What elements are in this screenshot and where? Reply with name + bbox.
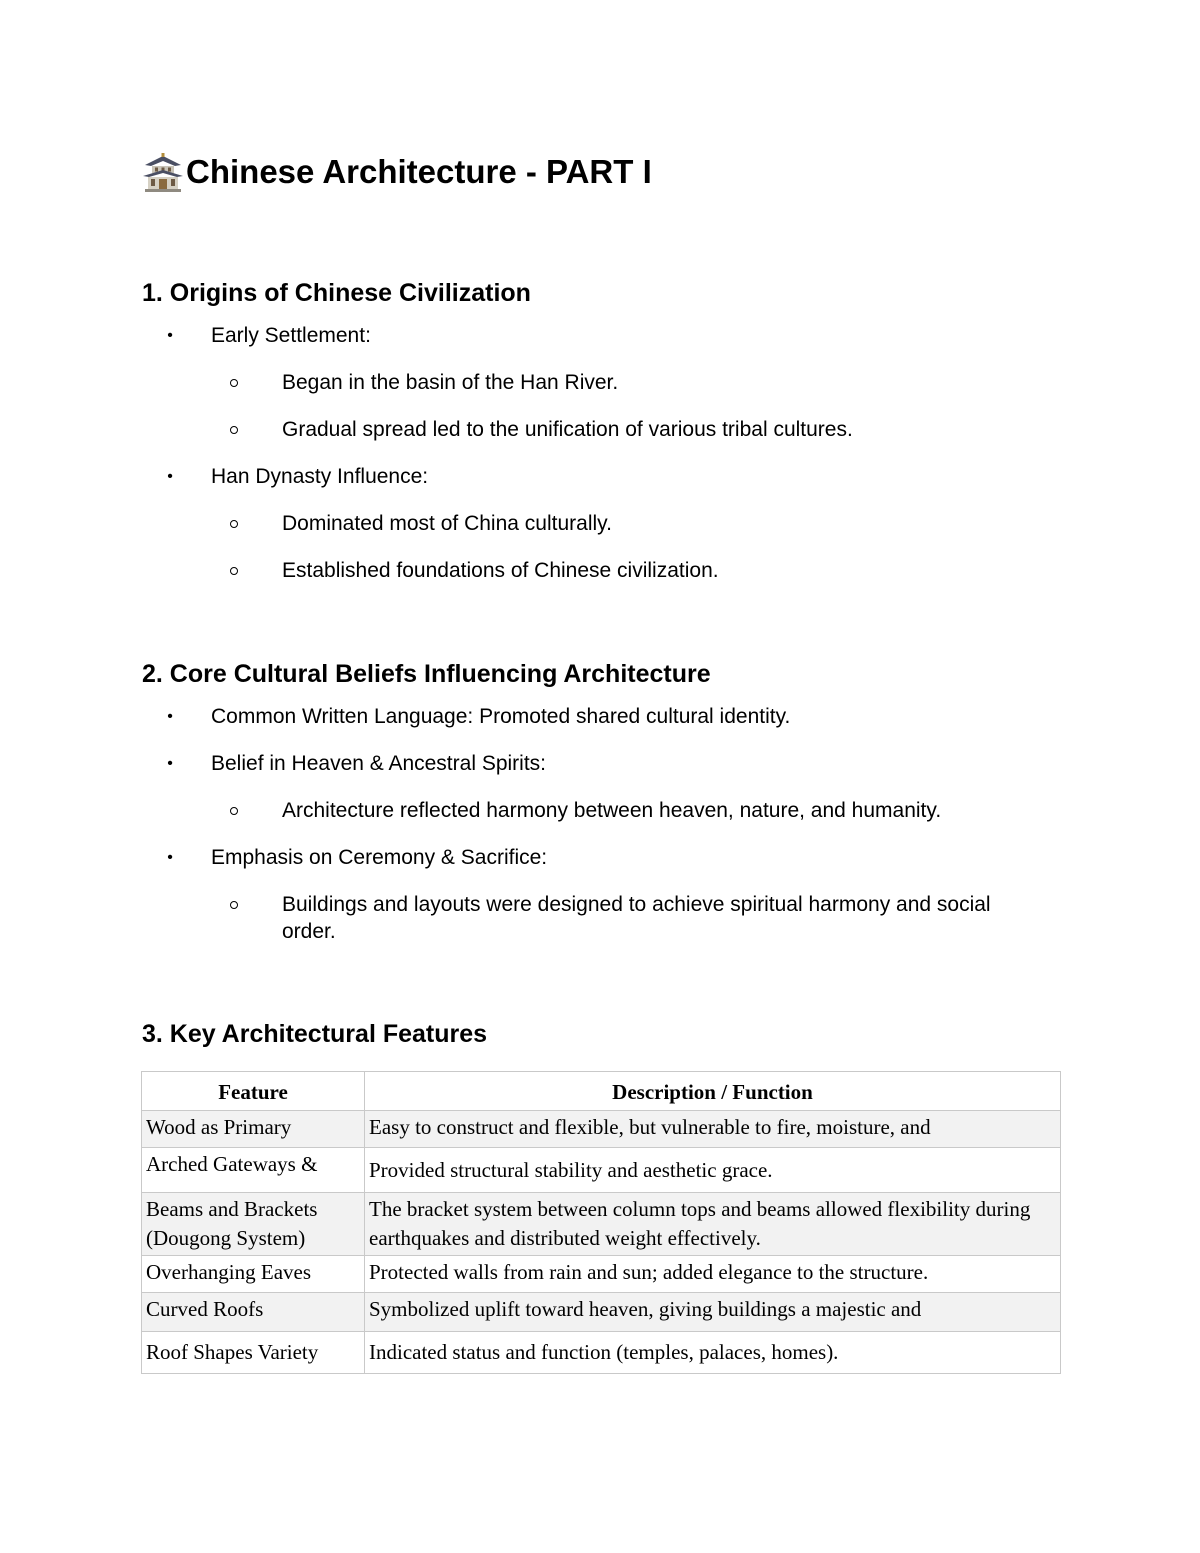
circle-bullet-icon: [230, 901, 238, 909]
sub-list-item: Established foundations of Chinese civilization.: [282, 557, 1062, 584]
column-header-description: Description / Function: [365, 1072, 1061, 1111]
list-item-label: Early Settlement:: [211, 324, 371, 347]
sub-list-item: Buildings and layouts were designed to achieve spiritual harmony and social order.: [282, 891, 1022, 945]
pagoda-icon: [142, 151, 184, 193]
section-heading: 2. Core Cultural Beliefs Influencing Architecture: [142, 660, 711, 688]
description-cell: Protected walls from rain and sun; added elegance to the structure.: [365, 1256, 1061, 1293]
description-cell: Easy to construct and flexible, but vulnerable to fire, moisture, and: [365, 1111, 1061, 1148]
bullet-list: [142, 322, 1062, 584]
circle-bullet-icon: [230, 426, 238, 434]
sub-list-item: Architecture reflected harmony between heaven, nature, and humanity.: [282, 797, 1062, 824]
feature-cell: Roof Shapes Variety: [142, 1332, 365, 1374]
description-cell: Symbolized uplift toward heaven, giving buildings a majestic and: [365, 1293, 1061, 1332]
section-heading: 3. Key Architectural Features: [142, 1020, 488, 1048]
table-row: [142, 1332, 1061, 1374]
circle-bullet-icon: [230, 520, 238, 528]
section-heading: 1. Origins of Chinese Civilization: [142, 279, 531, 307]
list-item-label: Emphasis on Ceremony & Sacrifice:: [211, 846, 548, 869]
table-row: [142, 1193, 1061, 1256]
table-row: [142, 1111, 1061, 1148]
list-item-label: Common Written Language: Promoted shared cultural identity.: [211, 705, 791, 728]
list-item: [142, 463, 1062, 584]
table-row: [142, 1256, 1061, 1293]
bullet-list: [142, 703, 1062, 945]
page-title: [142, 148, 652, 196]
table-header-row: [142, 1072, 1061, 1111]
feature-cell: Beams and Brackets (Dougong System): [142, 1193, 365, 1256]
section-key-features: [142, 1018, 1062, 1050]
bullet-icon: •: [167, 327, 173, 344]
circle-bullet-icon: [230, 379, 238, 387]
features-table: [141, 1071, 1061, 1374]
list-item-label: Belief in Heaven & Ancestral Spirits:: [211, 752, 546, 775]
description-cell: Provided structural stability and aesthetic grace.: [365, 1148, 1061, 1193]
bullet-icon: •: [167, 849, 173, 866]
section-core-beliefs: [142, 658, 1062, 945]
features-table-wrapper: [141, 1071, 1060, 1374]
list-item: [142, 322, 1062, 443]
sub-list: [211, 891, 1062, 945]
sub-list-item: Gradual spread led to the unification of various tribal cultures.: [282, 416, 1062, 443]
description-cell: The bracket system between column tops and beams allowed flexibility during earthquakes and distributed weight effectively.: [365, 1193, 1061, 1256]
list-item: [142, 750, 1062, 824]
list-item: [142, 703, 1062, 730]
feature-cell: Wood as Primary: [142, 1111, 365, 1148]
description-cell: Indicated status and function (temples, palaces, homes).: [365, 1332, 1061, 1374]
sub-list-item: Dominated most of China culturally.: [282, 510, 1062, 537]
sub-list-item: Began in the basin of the Han River.: [282, 369, 1062, 396]
circle-bullet-icon: [230, 807, 238, 815]
circle-bullet-icon: [230, 567, 238, 575]
feature-cell: Curved Roofs: [142, 1293, 365, 1332]
bullet-icon: •: [167, 468, 173, 485]
table-row: [142, 1148, 1061, 1193]
sub-list: [211, 797, 1062, 824]
sub-list: [211, 369, 1062, 443]
feature-cell: Overhanging Eaves: [142, 1256, 365, 1293]
column-header-feature: Feature: [142, 1072, 365, 1111]
section-origins: [142, 277, 1062, 584]
list-item-label: Han Dynasty Influence:: [211, 465, 429, 488]
bullet-icon: •: [167, 708, 173, 725]
page-title-text: Chinese Architecture - PART I: [186, 153, 652, 190]
table-row: [142, 1293, 1061, 1332]
bullet-icon: •: [167, 755, 173, 772]
sub-list: [211, 510, 1062, 584]
feature-cell: Arched Gateways &: [142, 1148, 365, 1193]
list-item: [142, 844, 1062, 945]
